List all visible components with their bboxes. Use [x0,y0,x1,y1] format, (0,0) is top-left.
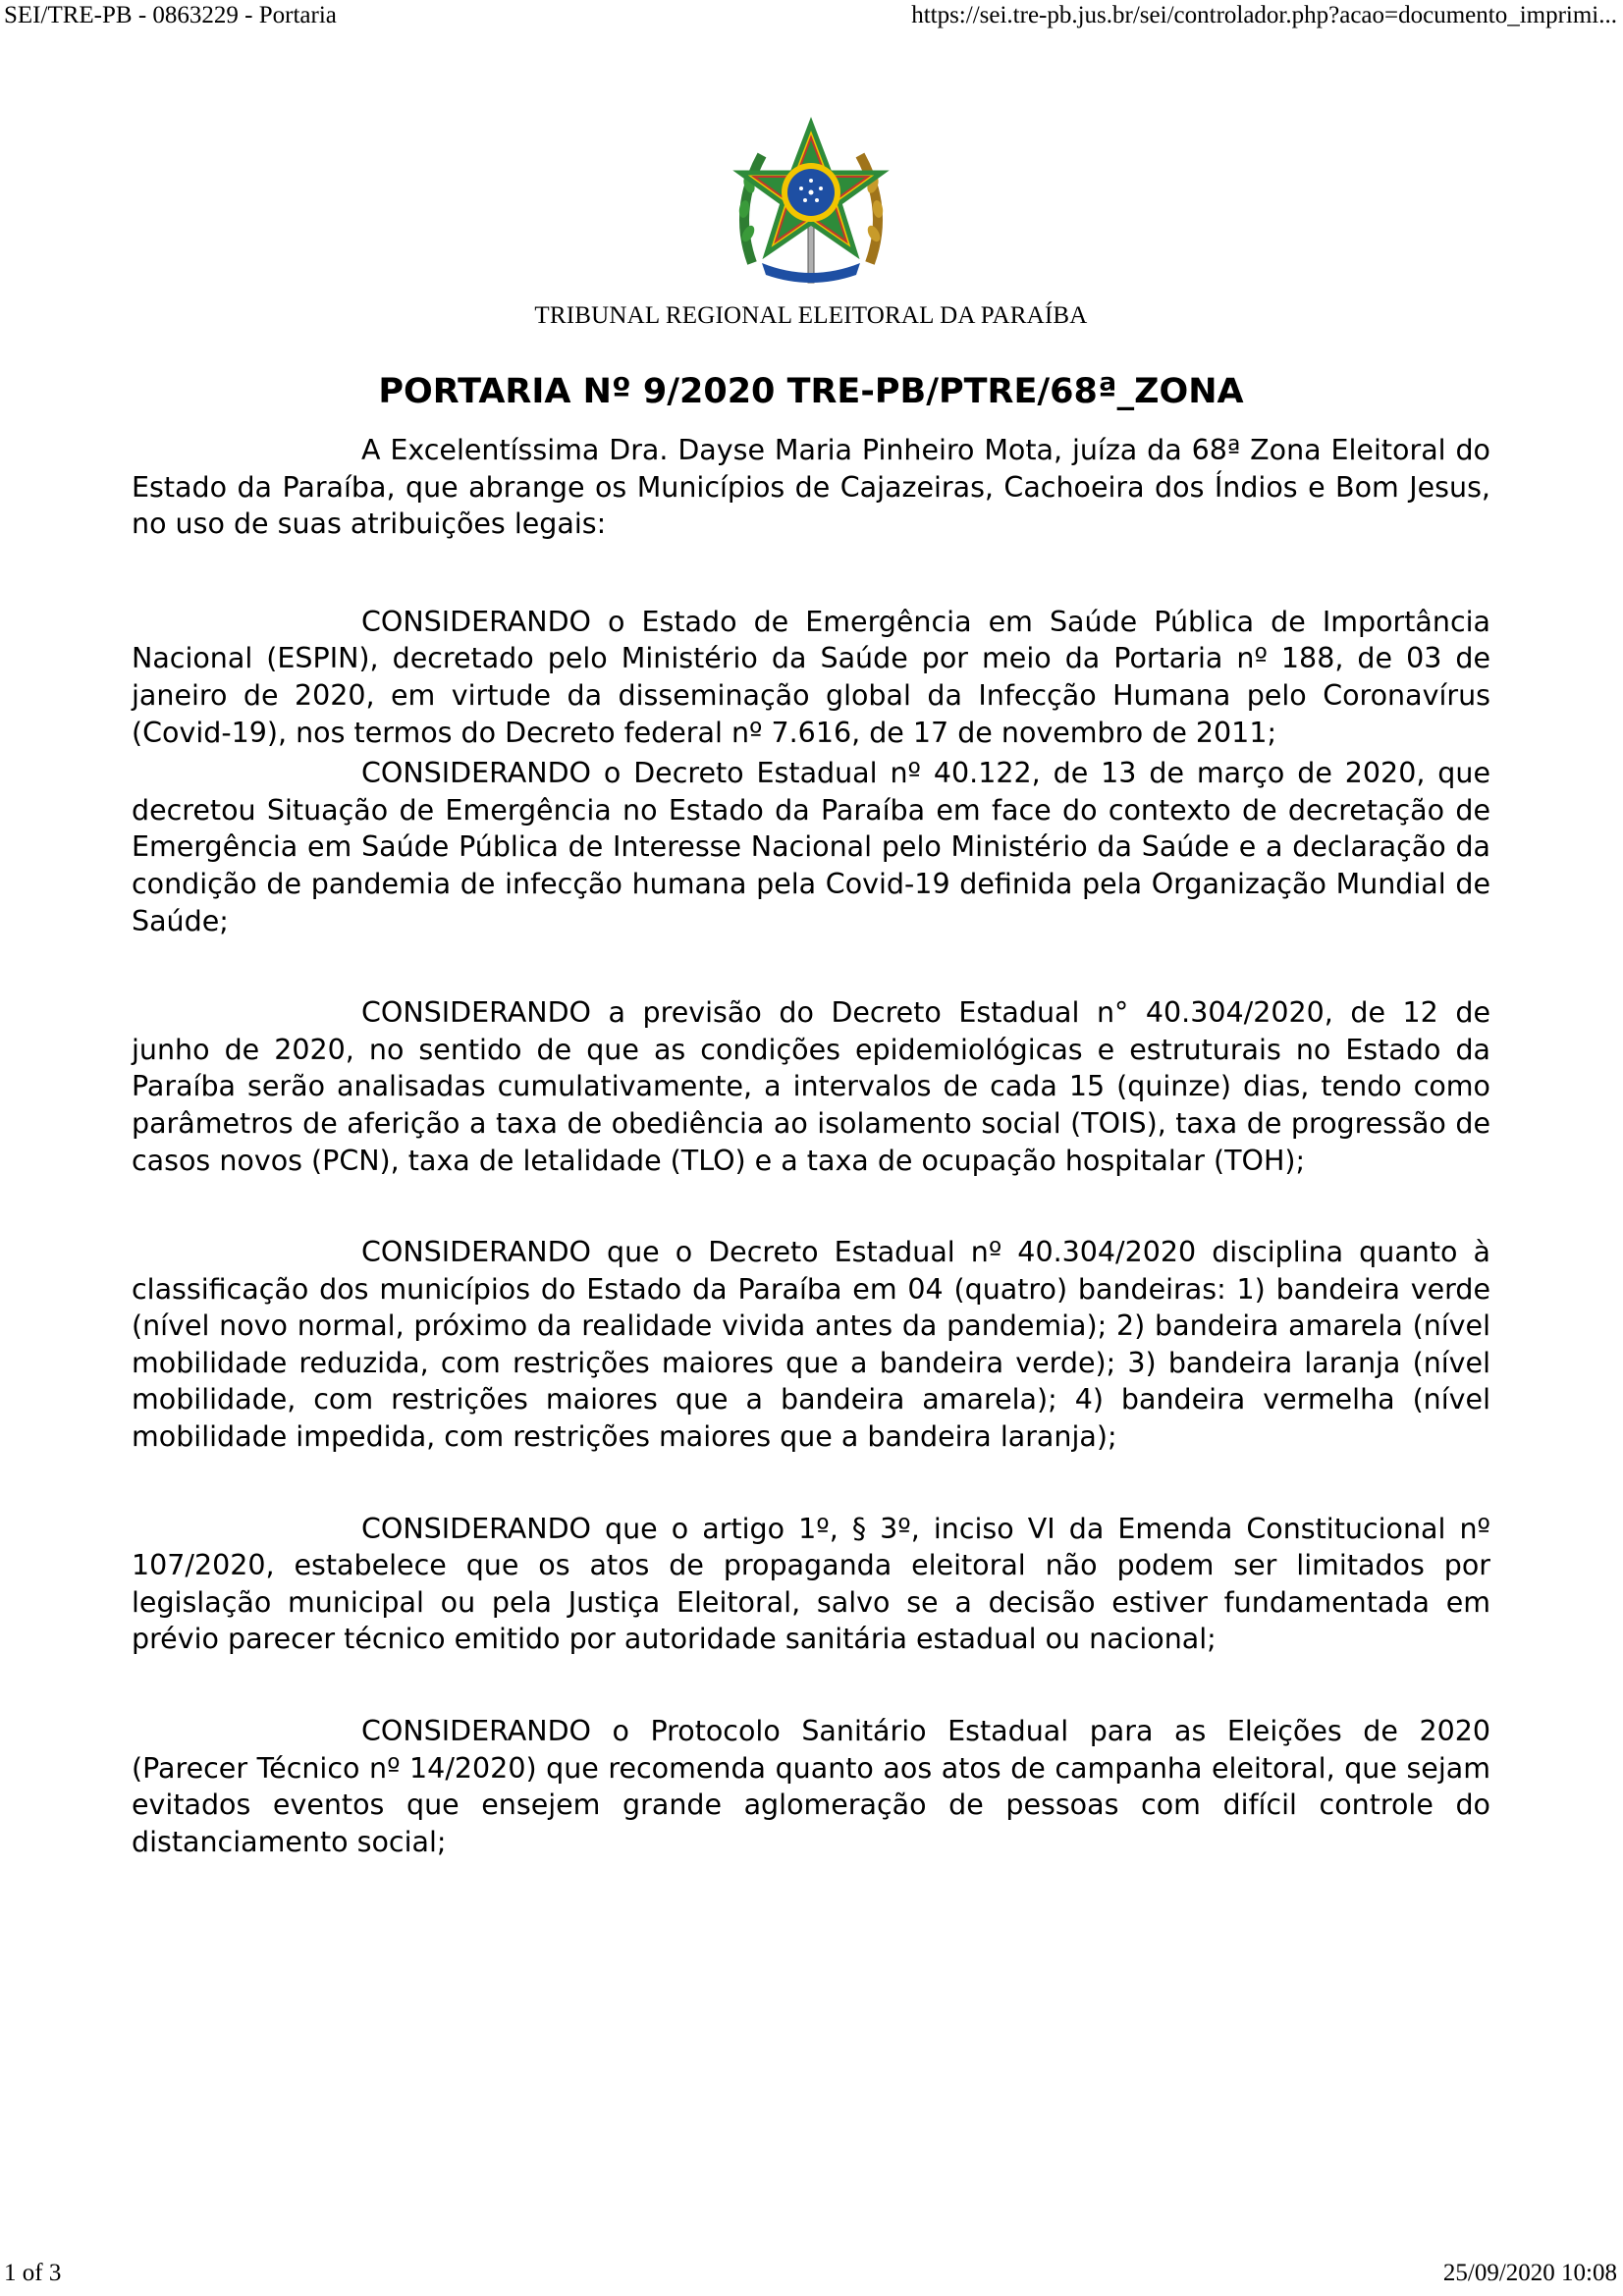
document-title: PORTARIA Nº 9/2020 TRE-PB/PTRE/68ª_ZONA [378,372,1244,411]
document-page [132,116,1490,1860]
paragraph-considerando-2: CONSIDERANDO o Decreto Estadual nº 40.122, de 13 de março de 2020, que decretou Situação de Emergência no Estado da Paraíba em face do contexto de decretação de Emergência em Saúde Pública de Interesse Nacional pelo Ministério da Saúde e a declaração da condição de pandemia de infecção humana pela Covid-19 definida pela Organização Mundial de Saúde; [132,757,1490,937]
paragraph-considerando-1: CONSIDERANDO o Estado de Emergência em Saúde Pública de Importância Nacional (ESPIN), decretado pelo Ministério da Saúde por meio da Portaria nº 188, de 03 de janeiro de 2020, em virtude da disseminação global da Infecção Humana pelo Coronavírus (Covid-19), nos termos do Decreto federal nº 7.616, de 17 de novembro de 2011; [132,605,1490,749]
institution-name: TRIBUNAL REGIONAL ELEITORAL DA PARAÍBA [534,302,1088,329]
print-timestamp: 25/09/2020 10:08 [1442,2260,1617,2286]
page-counter: 1 of 3 [4,2260,62,2286]
paragraph-considerando-3: CONSIDERANDO a previsão do Decreto Estadual n° 40.304/2020, de 12 de junho de 2020, no sentido de que as condições epidemiológicas e estruturais no Estado da Paraíba serão analisadas cumulativamente, a intervalos de cada 15 (quinze) dias, tendo como parâmetros de aferição a taxa de obediência ao isolamento social (TOIS), taxa de progressão de casos novos (PCN), taxa de letalidade (TLO) e a taxa de ocupação hospitalar (TOH); [132,996,1490,1177]
emblem-container [132,116,1490,293]
paragraph-considerando-5: CONSIDERANDO que o artigo 1º, § 3º, inciso VI da Emenda Constitucional nº 107/2020, estabelece que os atos de propaganda eleitoral não podem ser limitados por legislação municipal ou pela Justiça Eleitoral, salvo se a decisão estiver fundamentada em prévio parecer técnico emitido por autoridade sanitária estadual ou nacional; [132,1512,1490,1656]
paragraph-preamble: A Excelentíssima Dra. Dayse Maria Pinheiro Mota, juíza da 68ª Zona Eleitoral do Estado da Paraíba, que abrange os Municípios de Cajazeiras, Cachoeira dos Índios e Bom Jesus, no uso de suas atribuições legais: [132,434,1490,541]
paragraph-considerando-6: CONSIDERANDO o Protocolo Sanitário Estadual para as Eleições de 2020 (Parecer Técnico nº 14/2020) que recomenda quanto aos atos de campanha eleitoral, que sejam evitados eventos que ensejem grande aglomeração de pessoas com difícil controle do distanciamento social; [132,1715,1490,1858]
print-header [0,2,1623,33]
print-header-title: SEI/TRE-PB - 0863229 - Portaria [4,2,337,28]
print-header-url: https://sei.tre-pb.jus.br/sei/controlador.php?acao=documento_imprimi... [911,2,1617,28]
brazil-coat-of-arms-icon [723,116,899,293]
paragraph-considerando-4: CONSIDERANDO que o Decreto Estadual nº 40.304/2020 disciplina quanto à classificação dos municípios do Estado da Paraíba em 04 (quatro) bandeiras: 1) bandeira verde (nível novo normal, próximo da realidade vivida antes da pandemia); 2) bandeira amarela (nível mobilidade reduzida, com restrições maiores que a bandeira verde); 3) bandeira laranja (nível mobilidade, com restrições maiores que a bandeira amarela); 4) bandeira vermelha (nível mobilidade impedida, com restrições maiores que a bandeira laranja); [132,1236,1490,1454]
print-footer [0,2260,1623,2291]
